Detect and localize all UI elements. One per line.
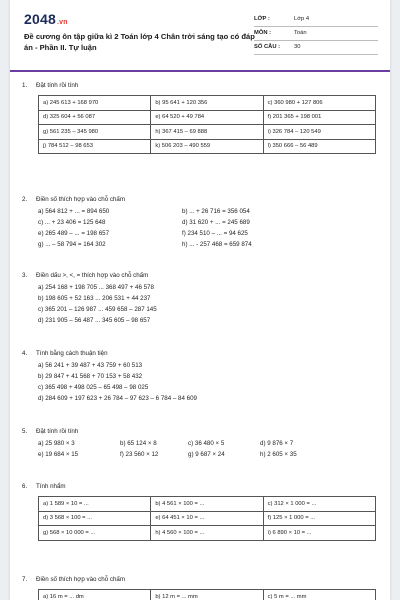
meta-key: MÔN : [254, 30, 272, 36]
meta-row-class [254, 14, 378, 27]
meta-value: 30 [294, 44, 301, 50]
meta-key: LỚP : [254, 16, 270, 22]
section-title: Tính nhẩm [36, 483, 66, 490]
table-cell: b) 12 m = ... mm [151, 590, 263, 600]
table-cell: c) 360 980 + 127 806 [263, 96, 375, 111]
section-number: 3. [22, 272, 28, 279]
table-cell: d) 325 604 + 56 087 [39, 110, 151, 125]
exercise-table [38, 496, 376, 541]
logo-suffix: .vn [56, 19, 68, 26]
table-row [39, 139, 376, 154]
exercise-line: h) ... - 257 468 = 659 874 [182, 241, 252, 248]
logo-text: 2048 [24, 11, 56, 27]
table-cell: b) 4 561 × 100 = ... [151, 497, 263, 512]
table-cell: f) 201 365 + 198 001 [263, 110, 375, 125]
meta-value: Lớp 4 [294, 16, 310, 22]
exercise-line: g) 9 687 × 24 [188, 451, 225, 458]
exercise-line: c) 36 480 × 5 [188, 440, 225, 447]
exercise-line: d) 31 620 + ... = 245 689 [182, 219, 250, 226]
meta-row-subject [254, 28, 378, 41]
section-title: Điền số thích hợp vào chỗ chấm [36, 196, 126, 203]
exercise-line: h) 2 605 × 35 [260, 451, 297, 458]
table-cell: i) 326 784 – 120 549 [263, 125, 375, 140]
exercise-table [38, 95, 376, 154]
table-row [39, 590, 376, 600]
section-title: Tính bằng cách thuận tiện [36, 350, 108, 357]
table-cell: h) 367 415 – 69 888 [151, 125, 263, 140]
table-row [39, 526, 376, 541]
section-number: 2. [22, 196, 28, 203]
table-cell: e) 64 451 × 10 = ... [151, 511, 263, 526]
meta-key: SỐ CÂU : [254, 44, 281, 50]
table-cell: e) 64 520 + 49 784 [151, 110, 263, 125]
section-title: Điền số thích hợp vào chỗ chấm [36, 576, 126, 583]
exercise-line: c) 365 498 + 498 025 – 65 498 – 98 025 [38, 384, 149, 391]
meta-value: Toán [294, 30, 307, 36]
section-number: 4. [22, 350, 28, 357]
table-cell: a) 1 589 × 10 = ... [39, 497, 151, 512]
exercise-line: b) 198 605 + 52 163 ... 206 531 + 44 237 [38, 295, 151, 302]
site-logo[interactable] [24, 11, 68, 27]
table-row [39, 497, 376, 512]
section-title: Đặt tính rồi tính [36, 82, 79, 89]
exercise-line: g) ... – 58 794 = 164 302 [38, 241, 106, 248]
exercise-line: b) ... + 26 716 = 356 054 [182, 208, 250, 215]
exercise-line: e) 19 684 × 15 [38, 451, 79, 458]
table-cell: a) 245 613 + 168 970 [39, 96, 151, 111]
table-cell: i) 6 890 × 10 = ... [263, 526, 375, 541]
section-heading [22, 350, 108, 357]
table-cell: k) 506 203 – 490 559 [151, 139, 263, 154]
table-cell: g) 561 235 – 345 980 [39, 125, 151, 140]
exercise-line: d) 284 609 + 197 623 + 26 784 – 97 623 – 6 784 – 84 609 [38, 395, 197, 402]
section-heading [22, 576, 125, 583]
document-page [10, 0, 390, 600]
exercise-line: a) 564 812 + ... = 894 650 [38, 208, 110, 215]
section-number: 5. [22, 428, 28, 435]
exercise-line: a) 56 241 + 39 487 + 43 759 + 60 513 [38, 362, 143, 369]
document-header [10, 0, 390, 70]
section-number: 7. [22, 576, 28, 583]
document-title: Đề cương ôn tập giữa kì 2 Toán lớp 4 Chân trời sáng tạo có đáp án - Phần II. Tự luận [24, 32, 255, 52]
section-heading [22, 483, 66, 490]
exercise-line: a) 254 168 + 198 705 ... 368 497 + 46 578 [38, 284, 154, 291]
meta-row-count [254, 42, 378, 55]
section-title: Đặt tính rồi tính [36, 428, 79, 435]
exercise-line: b) 29 847 + 41 568 + 70 153 + 58 432 [38, 373, 143, 380]
table-cell: g) 568 × 10 000 = ... [39, 526, 151, 541]
exercise-line: c) ... + 23 406 = 125 648 [38, 219, 106, 226]
table-row [39, 511, 376, 526]
table-cell: l) 350 666 – 56 489 [263, 139, 375, 154]
table-cell: b) 95 641 + 120 356 [151, 96, 263, 111]
exercise-line: c) 365 201 – 126 987 ... 459 658 – 287 145 [38, 306, 157, 313]
exercise-line: f) 234 510 – ... = 94 625 [182, 230, 248, 237]
exercise-line: a) 25 980 × 3 [38, 440, 75, 447]
header-divider [10, 70, 390, 72]
table-cell: h) 4 560 × 100 = ... [151, 526, 263, 541]
table-row [39, 96, 376, 111]
table-cell: f) 125 × 1 000 = ... [263, 511, 375, 526]
table-row [39, 125, 376, 140]
table-cell: c) 312 × 1 000 = ... [263, 497, 375, 512]
table-cell: a) 16 m = ... dm [39, 590, 151, 600]
exercise-line: f) 23 560 × 12 [120, 451, 159, 458]
section-title: Điền dấu >, <, = thích hợp vào chỗ chấm [36, 272, 149, 279]
section-heading [22, 428, 78, 435]
exercise-line: e) 265 489 – ... = 198 657 [38, 230, 110, 237]
exercise-line: d) 231 905 – 56 487 ... 345 605 – 98 657 [38, 317, 151, 324]
exercise-line: b) 65 124 × 8 [120, 440, 157, 447]
table-cell: d) 3 568 × 100 = ... [39, 511, 151, 526]
section-heading [22, 272, 148, 279]
section-heading [22, 196, 125, 203]
table-cell: c) 5 m = ... mm [263, 590, 375, 600]
table-cell: j) 784 512 – 98 653 [39, 139, 151, 154]
exercise-line: d) 9 876 × 7 [260, 440, 294, 447]
section-number: 1. [22, 82, 28, 89]
section-number: 6. [22, 483, 28, 490]
exercise-table [38, 589, 376, 600]
section-heading [22, 82, 78, 89]
table-row [39, 110, 376, 125]
